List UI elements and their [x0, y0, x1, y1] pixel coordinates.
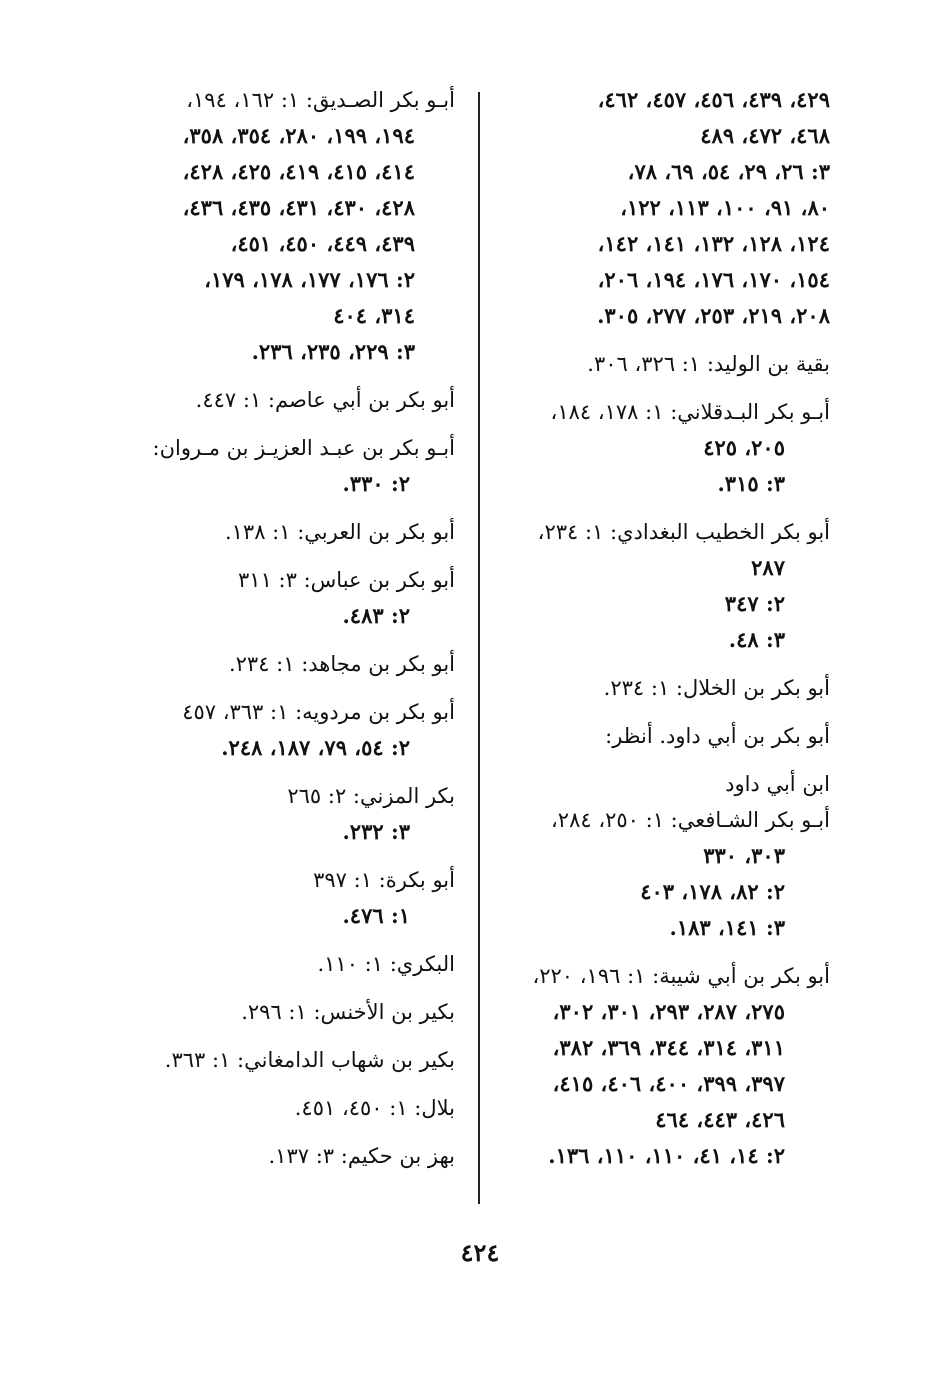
entry-line: ١٢٤، ١٢٨، ١٣٢، ١٤١، ١٤٢، — [597, 231, 830, 256]
index-entry — [480, 670, 830, 706]
entry-heading: أبـو بكر الشـافعي: ١: ٢٥٠، ٢٨٤، — [551, 808, 830, 832]
entry-heading: أبو بكر الخطيب البغدادي: ١: ٢٣٤، — [537, 520, 830, 544]
entry-heading: أبو بكر بن أبي عاصم: ١: ٤٤٧. — [195, 388, 455, 412]
entry-line: ٣: ٢٢٩، ٢٣٥، ٢٣٦. — [251, 339, 415, 364]
page-number: ٤٢٤ — [460, 1238, 500, 1267]
entry-line: ٢: ١٧٦، ١٧٧، ١٧٨، ١٧٩، — [204, 267, 415, 292]
entry-line: ٣٩٧، ٣٩٩، ٤٠٠، ٤٠٦، ٤١٥، — [552, 1071, 785, 1096]
entry-line: ٢: ٣٤٧ — [724, 591, 785, 616]
entry-line: ٢٠٨، ٢١٩، ٢٥٣، ٢٧٧، ٣٠٥. — [597, 303, 830, 328]
index-entry — [480, 514, 830, 658]
entry-line: ٣: ٣١٥. — [717, 471, 785, 496]
entry-heading: بلال: ١: ٤٥٠، ٤٥١. — [294, 1096, 455, 1120]
entry-heading: بهز بن حكيم: ٣: ١٣٧. — [268, 1144, 455, 1168]
index-entry — [120, 694, 455, 766]
entry-heading: أبو بكر بن مردويه: ١: ٣٦٣، ٤٥٧ — [182, 700, 455, 724]
entry-heading: أبو بكرة: ١: ٣٩٧ — [313, 868, 455, 892]
entry-line: ٤١٤، ٤١٥، ٤١٩، ٤٢٥، ٤٢٨، — [182, 159, 415, 184]
index-entry — [120, 1042, 455, 1078]
entry-line: ٢٨٧ — [751, 555, 785, 580]
index-entry — [120, 862, 455, 934]
column-divider — [478, 92, 480, 1204]
entry-line: ٢: ٣٣٠. — [342, 471, 410, 496]
entry-line: ٨٠، ٩١، ١٠٠، ١١٣، ١٢٢، — [620, 195, 830, 220]
entry-line: ٢: ٤٨٣. — [342, 603, 410, 628]
index-entry — [480, 394, 830, 502]
index-entry — [480, 958, 830, 1174]
entry-heading: أبو بكر بن أبي شيبة: ١: ١٩٦، ٢٢٠، — [532, 964, 830, 988]
entry-line: ٣: ٤٨. — [728, 627, 785, 652]
entry-line: ٣: ٢٦، ٢٩، ٥٤، ٦٩، ٧٨، — [627, 159, 830, 184]
entry-line: ٢٧٥، ٢٨٧، ٢٩٣، ٣٠١، ٣٠٢، — [552, 999, 785, 1024]
entry-line: ٢: ٨٢، ١٧٨، ٤٠٣ — [640, 879, 785, 904]
entry-line: ٣٠٣، ٣٣٠ — [703, 843, 785, 868]
index-entry — [120, 430, 455, 502]
entry-heading: البكري: ١: ١١٠. — [317, 952, 455, 976]
index-entry — [480, 346, 830, 382]
entry-heading: ابن أبي داود — [725, 772, 830, 796]
entry-line: ٣: ١٤١، ١٨٣. — [669, 915, 785, 940]
index-entry — [120, 646, 455, 682]
entry-heading: أبو بكر بن عباس: ٣: ٣١١ — [238, 568, 455, 592]
entry-line: ٤٢٨، ٤٣٠، ٤٣١، ٤٣٥، ٤٣٦، — [182, 195, 415, 220]
entry-heading: بكير بن شهاب الدامغاني: ١: ٣٦٣. — [164, 1048, 455, 1072]
index-entry — [120, 994, 455, 1030]
index-entry — [480, 82, 830, 334]
entry-heading: أبو بكر بن العربي: ١: ١٣٨. — [224, 520, 455, 544]
entry-line: ١: ٤٧٦. — [342, 903, 410, 928]
index-entry — [120, 946, 455, 982]
entry-heading: أبو بكر بن مجاهد: ١: ٢٣٤. — [228, 652, 455, 676]
index-column-left — [120, 82, 455, 1186]
entry-heading: بكر المزني: ٢: ٢٦٥ — [287, 784, 455, 808]
entry-line: ٤٣٩، ٤٤٩، ٤٥٠، ٤٥١، — [230, 231, 415, 256]
entry-line: ٣: ٢٣٢. — [342, 819, 410, 844]
entry-line: ٢٠٥، ٤٢٥ — [703, 435, 785, 460]
entry-heading: أبو بكر بن أبي داود. أنظر: — [605, 724, 830, 748]
entry-line: ١٩٤، ١٩٩، ٢٨٠، ٣٥٤، ٣٥٨، — [182, 123, 415, 148]
entry-line: ٤٦٨، ٤٧٢، ٤٨٩ — [700, 123, 830, 148]
entry-line: ٤٢٩، ٤٣٩، ٤٥٦، ٤٥٧، ٤٦٢، — [597, 87, 830, 112]
index-entry — [120, 1090, 455, 1126]
index-entry — [120, 562, 455, 634]
entry-heading: بقية بن الوليد: ١: ٣٢٦، ٣٠٦. — [587, 352, 830, 376]
entry-heading: أبـو بكر البـدقلاني: ١: ١٧٨، ١٨٤، — [550, 400, 830, 424]
entry-heading: أبـو بكر بن عبـد العزيـز بن مـروان: — [152, 436, 455, 460]
index-entry — [480, 718, 830, 754]
entry-line: ٢: ٥٤، ٧٩، ١٨٧، ٢٤٨. — [221, 735, 410, 760]
index-entry — [120, 82, 455, 370]
index-entry — [120, 514, 455, 550]
entry-line: ٢: ١٤، ٤١، ١١٠، ١١٠، ١٣٦. — [548, 1143, 785, 1168]
index-entry — [120, 778, 455, 850]
entry-line: ١٥٤، ١٧٠، ١٧٦، ١٩٤، ٢٠٦، — [597, 267, 830, 292]
entry-line: ٣١٤، ٤٠٤ — [333, 303, 415, 328]
entry-heading: بكير بن الأخنس: ١: ٢٩٦. — [241, 1000, 455, 1024]
index-entry — [480, 766, 830, 802]
entry-line: ٤٢٦، ٤٤٣، ٤٦٤ — [655, 1107, 785, 1132]
entry-heading: أبـو بكر الصـديق: ١: ١٦٢، ١٩٤، — [186, 88, 455, 112]
index-entry — [480, 802, 830, 946]
entry-line: ٣١١، ٣١٤، ٣٤٤، ٣٦٩، ٣٨٢، — [552, 1035, 785, 1060]
entry-heading: أبو بكر بن الخلال: ١: ٢٣٤. — [603, 676, 830, 700]
index-entry — [120, 1138, 455, 1174]
index-entry — [120, 382, 455, 418]
index-column-right — [480, 82, 830, 1186]
